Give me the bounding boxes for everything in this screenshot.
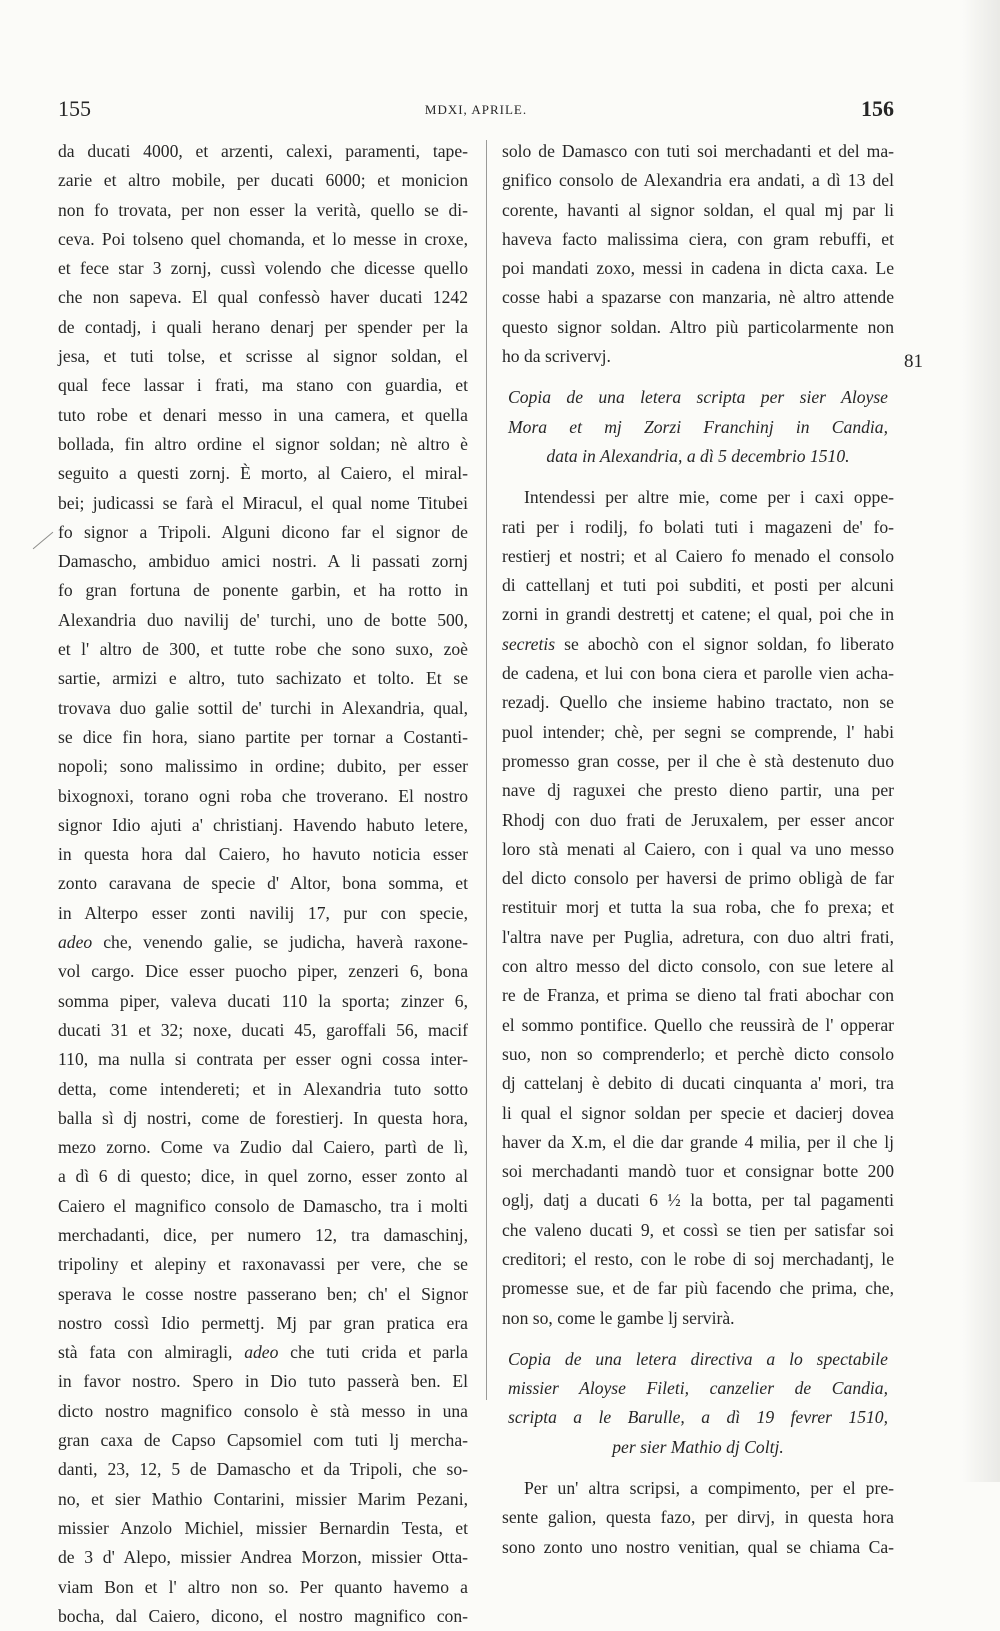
text-line: restierj et nostri; et al Caiero fo menado el consolo <box>502 545 894 566</box>
text-line: vol cargo. Dice esser puocho piper, zenzeri 6, bona <box>58 961 468 982</box>
letter-1-body <box>502 483 894 1333</box>
text-line: adeo che, venendo galie, se judicha, haverà raxone- <box>58 932 468 953</box>
text-line: bixognoxi, torano ogni roba che troverano. El nostro <box>58 785 468 806</box>
text-line: sartie, armizi e altro, tuto sachizato et tolto. Et se <box>58 668 468 689</box>
text-line: stà fata con almiragli, adeo che tuti crida et parla <box>58 1342 468 1363</box>
text-line: 110, ma nulla si contrata per esser ogni cossa inter- <box>58 1049 468 1070</box>
text-line: sperava le cosse nostre passerano ben; ch' el Signor <box>58 1283 468 1304</box>
right-column <box>502 137 894 1562</box>
text-line: trovava duo galie sottil de' turchi in Alexandria, qual, <box>58 697 468 718</box>
text-line: nostro cossì Idio permettj. Mj par gran pratica era <box>58 1312 468 1333</box>
text-line: ceva. Poi tolseno quel chomanda, et lo messe in croxe, <box>58 228 468 249</box>
text-line: merchadanti, dice, per numero 12, tra damaschinj, <box>58 1224 468 1245</box>
text-line: sono zonto uno nostro venitian, qual se chiama Ca- <box>502 1536 894 1557</box>
margin-number: 81 <box>904 351 923 372</box>
page-number-left: 155 <box>58 96 91 121</box>
text-line: detta, come intendereti; et in Alexandria tuto sotto <box>58 1078 468 1099</box>
text-line: signor Idio ajuti a' christianj. Havendo habuto letere, <box>58 814 468 835</box>
text-line: fo signor a Tripoli. Alguni dicono far el signor de <box>58 521 468 542</box>
text-line: promesse sue, et de far più facendo che prima, che, <box>502 1278 894 1299</box>
text-line: et l' altro de 300, et tutte robe che sono suxo, zoè <box>58 639 468 660</box>
text-line: gran caxa de Capso Capsomiel com tuti lj mercha- <box>58 1430 468 1451</box>
text-line: suo, non so comprenderlo; et perchè dicto consolo <box>502 1043 894 1064</box>
heading-line: Copia de una letera scripta per sier Aloyse <box>508 387 888 408</box>
text-line: corente, havanti al signor soldan, el qual mj par li <box>502 199 894 220</box>
text-line: di cattellanj et tuti poi subditi, et posti per alcuni <box>502 575 894 596</box>
italic-term: adeo <box>58 932 93 953</box>
text-line: restituir morj et tutta la sua roba, che fo prexa; et <box>502 897 894 918</box>
text-line: puol intender; chè, per segni se comprende, l' habi <box>502 721 894 742</box>
text-line: che valeno ducati 9, et cossì se tien per satisfar soi <box>502 1219 894 1240</box>
text-line: fo gran fortuna de ponente garbin, et ha rotto in <box>58 580 468 601</box>
text-line: de contadj, i quali herano denarj per spender per la <box>58 316 468 337</box>
text-line: oglj, datj a ducati 6 ½ la botta, per tal pagamenti <box>502 1190 894 1211</box>
text-line: el sommo pontifice. Quello che reussirà de l' opperar <box>502 1014 894 1035</box>
text-line: balla sì dj nostri, come de forestierj. In questa hora, <box>58 1107 468 1128</box>
text-line: zonto caravana de specie d' Altor, bona somma, et <box>58 873 468 894</box>
text-line: Alexandria duo navilij de' turchi, uno de botte 500, <box>58 609 468 630</box>
text-line: sente galion, questa fazo, per dirvj, in questa hora <box>502 1507 894 1528</box>
heading-line: data in Alexandria, a dì 5 decembrio 1510. <box>546 445 850 466</box>
text-line: Intendessi per altre mie, come per i caxi oppe- <box>524 487 894 508</box>
text-line: che non sapeva. El qual confessò haver ducati 1242 <box>58 287 468 308</box>
text-line: no, et sier Mathio Contarini, missier Marim Pezani, <box>58 1488 468 1509</box>
text-line: haver da X.m, el die dar grande 4 milia, per il che lj <box>502 1131 894 1152</box>
margin-pencil-mark <box>33 532 54 549</box>
text-line: Damascho, ambiduo amici nostri. A li passati zornj <box>58 551 468 572</box>
text-line: a dì 6 di questo; dice, in quel zorno, esser zonto al <box>58 1166 468 1187</box>
running-title: MDXI, APRILE. <box>424 102 528 117</box>
text-line: mezo zorno. Come va Zudio dal Caiero, partì de lì, <box>58 1137 468 1158</box>
text-line: jesa, et tuti tolse, et scrisse al signor soldan, el <box>58 346 468 367</box>
page-number-right: 156 <box>861 96 894 121</box>
italic-term: adeo <box>244 1342 279 1363</box>
right-top-paragraph <box>502 137 894 371</box>
text-line: del dicto consolo per haversi de primo obligà de far <box>502 868 894 889</box>
running-header <box>58 96 894 126</box>
text-line: da ducati 4000, et arzenti, calexi, paramenti, tape- <box>58 141 468 161</box>
text-line: zarie et altro mobile, per ducati 6000; et monicion <box>58 170 468 191</box>
text-line: re de Franza, et prima se dieno tal frati abochar con <box>502 985 894 1006</box>
text-line: solo de Damasco con tuti soi merchadanti et del ma- <box>502 141 894 161</box>
text-line: non so, come le gambe lj servirà. <box>502 1307 735 1328</box>
letter-2-body <box>502 1474 894 1562</box>
text-line: somma piper, valeva ducati 110 la sporta; zinzer 6, <box>58 990 468 1011</box>
text-line: nopoli; sono malissimo in ordine; dubito, per esser <box>58 756 468 777</box>
letter-heading-1 <box>502 383 894 471</box>
text-line: rezadj. Quello che insieme habino tractato, non se <box>502 692 894 713</box>
text-line: ho da scrivervj. <box>502 346 611 367</box>
text-line: rati per i rodilj, fo bolati tuti i magazeni de' fo- <box>502 516 894 537</box>
text-line: creditori; el resto, con le robe di soj merchadantj, le <box>502 1248 894 1269</box>
heading-line: Copia de una letera directiva a lo spectabile <box>508 1348 888 1369</box>
text-line: seguito a questi zornj. È morto, al Caiero, el miral- <box>58 463 468 484</box>
heading-line: missier Aloyse Fileti, canzelier de Candia, <box>508 1378 888 1399</box>
text-line: dj cattelanj è debito di ducati cinquanta a' mori, tra <box>502 1073 894 1094</box>
heading-line: per sier Mathio dj Coltj. <box>612 1436 784 1457</box>
column-divider <box>486 140 487 1400</box>
text-line: missier Anzolo Michiel, missier Bernardin Testa, et <box>58 1517 468 1538</box>
text-line: li qual el signor soldan per specie et dacierj dovea <box>502 1102 894 1123</box>
text-line: dicto nostro magnifico consolo è stà messo in una <box>58 1400 468 1421</box>
left-column <box>58 137 468 1631</box>
text-line: et fece star 3 zornj, cussì volendo che dicesse quello <box>58 258 468 279</box>
text-line: tuto robe et denari messo in una camera, et quella <box>58 404 468 425</box>
text-line: Rhodj con duo frati de Jeruxalem, per esser ancor <box>502 809 894 830</box>
text-line: bollada, fin altro ordine el signor soldan; nè altro è <box>58 433 468 454</box>
text-line: in questa hora dal Caiero, ho havuto noticia esser <box>58 844 468 865</box>
text-line: con altro messo del dicto consolo, con sue letere al <box>502 956 894 977</box>
text-line: poi mandati zoxo, messi in cadena in dicta caxa. Le <box>502 258 894 279</box>
italic-term: secretis <box>502 633 556 654</box>
text-line: Per un' altra scripsi, a compimento, per el pre- <box>524 1478 894 1499</box>
text-line: viam Bon et l' altro non so. Per quanto havemo a <box>58 1576 468 1597</box>
letter-heading-2 <box>502 1345 894 1462</box>
text-line: bei; judicassi se farà el Miracul, el qual nome Titubei <box>58 492 468 513</box>
text-line: zorni in grandi destrettj et catene; el qual, poi che in <box>502 604 894 625</box>
text-line: non fo trovata, per non esser la verità, quello se di- <box>58 199 468 220</box>
text-line: gnifico consolo de Alexandria era andati, a dì 13 del <box>502 170 894 191</box>
text-line: secretis se abochò con el signor soldan, fo liberato <box>502 633 894 654</box>
text-line: haveva facto malissima ciera, con gram rebuffi, et <box>502 228 894 249</box>
text-line: in Alterpo esser zonti navilij 17, pur con specie, <box>58 902 468 923</box>
text-line: l'altra nave per Puglia, adretura, con duo altri frati, <box>502 926 894 947</box>
heading-line: Mora et mj Zorzi Franchinj in Candia, <box>508 416 888 437</box>
text-line: bocha, dal Caiero, dicono, el nostro magnifico con- <box>58 1605 468 1626</box>
text-line: soi merchadanti mandò tuor et consignar botte 200 <box>502 1161 894 1182</box>
text-line: nave dj raguxei che presto dieno partir, una per <box>502 780 894 801</box>
text-line: ducati 31 et 32; noxe, ducati 45, garoffali 56, macif <box>58 1019 468 1040</box>
text-line: qual fece lassar i frati, ma stano con guardia, et <box>58 375 468 396</box>
text-line: questo signor soldan. Altro più particolarmente non <box>502 316 894 337</box>
text-line: cosse habi a spazarse con manzaria, nè altro attende <box>502 287 894 308</box>
text-line: de cadena, et lui con bona ciera et parolle vien acha- <box>502 663 894 684</box>
page-edge-shadow <box>962 0 1000 1482</box>
text-line: in favor nostro. Spero in Dio tuto passerà ben. El <box>58 1371 468 1392</box>
text-line: loro stà menati al Caiero, con i qual va uno messo <box>502 838 894 859</box>
text-line: danti, 23, 12, 5 de Damascho et da Tripoli, che so- <box>58 1459 468 1480</box>
heading-line: scripta a le Barulle, a dì 19 fevrer 1510, <box>508 1407 888 1428</box>
text-line: se dice fin hora, siano partite per tornar a Costanti- <box>58 726 468 747</box>
text-line: de 3 d' Alepo, missier Andrea Morzon, missier Otta- <box>58 1547 468 1568</box>
text-line: promesso gran cosse, per il che è stà destenuto duo <box>502 750 894 771</box>
text-line: Caiero el magnifico consolo de Damascho, tra i molti <box>58 1195 468 1216</box>
text-line: tripoliny et alepiny et raxonavassi per vere, che se <box>58 1254 468 1275</box>
